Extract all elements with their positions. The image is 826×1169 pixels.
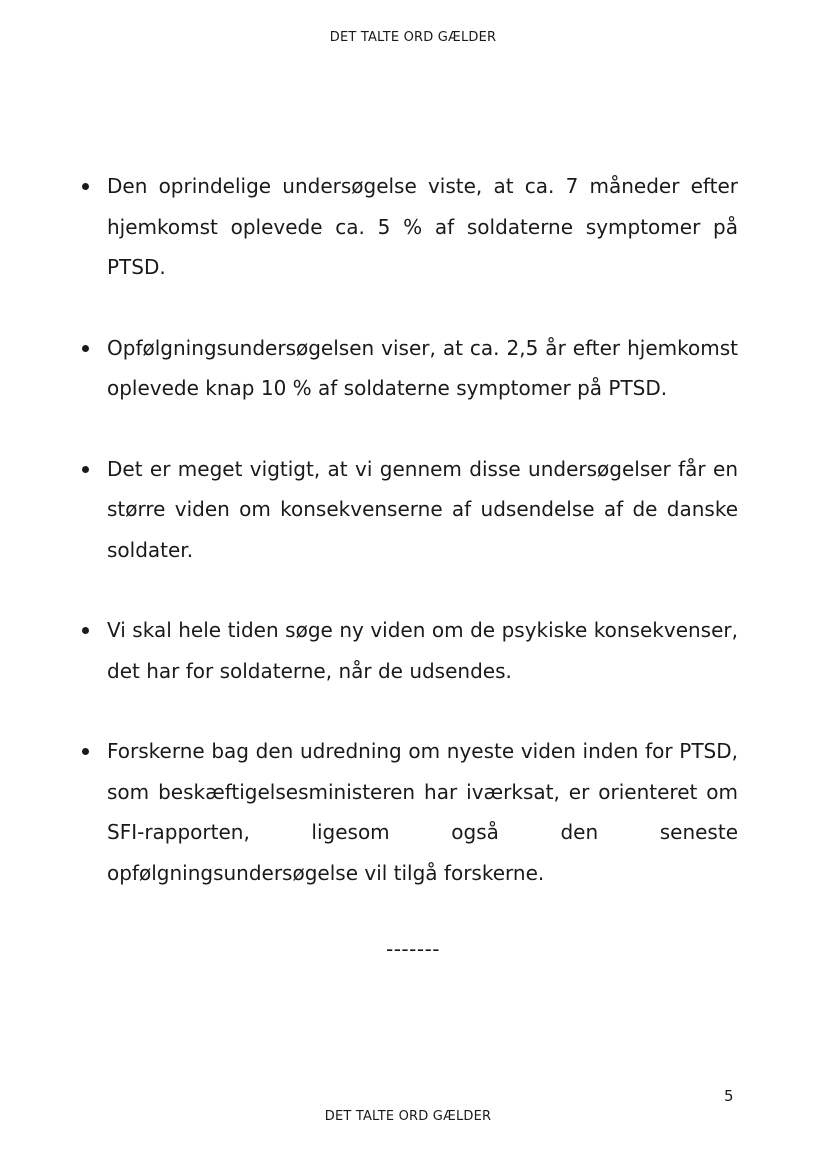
bullet-text: Forskerne bag den udredning om nyeste viden inden for PTSD, som beskæftigelsesministeren har iværksat, er orienteret om SFI-rapporten, ligesom også den seneste opfølgningsundersøgelse vil tilgå forskerne. [107,739,738,885]
bullet-text: Den oprindelige undersøgelse viste, at ca. 7 måneder efter hjemkomst oplevede ca. 5 % af soldaterne symptomer på PTSD. [107,174,738,279]
bullet-item-4 [82,610,738,691]
bullet-text: Det er meget vigtigt, at vi gennem disse undersøgelser får en større viden om konsekvenserne af udsendelse af de danske soldater. [107,456,738,562]
section-separator: ------- [385,937,441,961]
bullet-icon [82,627,89,634]
bullet-item-3 [82,449,738,571]
bullet-icon [82,748,89,755]
bullet-item-1 [82,166,738,288]
bullet-icon [82,466,89,473]
bullet-list [82,166,738,933]
bullet-item-2 [82,328,738,409]
bullet-item-5 [82,731,738,893]
bullet-text: Opfølgningsundersøgelsen viser, at ca. 2,5 år efter hjemkomst oplevede knap 10 % af soldaterne symptomer på PTSD. [107,335,738,400]
bullet-text: Vi skal hele tiden søge ny viden om de psykiske konsekvenser, det har for soldaterne, når de udsendes. [107,618,738,683]
page-number: 5 [724,1087,734,1105]
page-header: DET TALTE ORD GÆLDER [329,30,497,45]
page-footer: DET TALTE ORD GÆLDER [324,1109,492,1124]
bullet-icon [82,345,89,352]
bullet-icon [82,183,89,190]
